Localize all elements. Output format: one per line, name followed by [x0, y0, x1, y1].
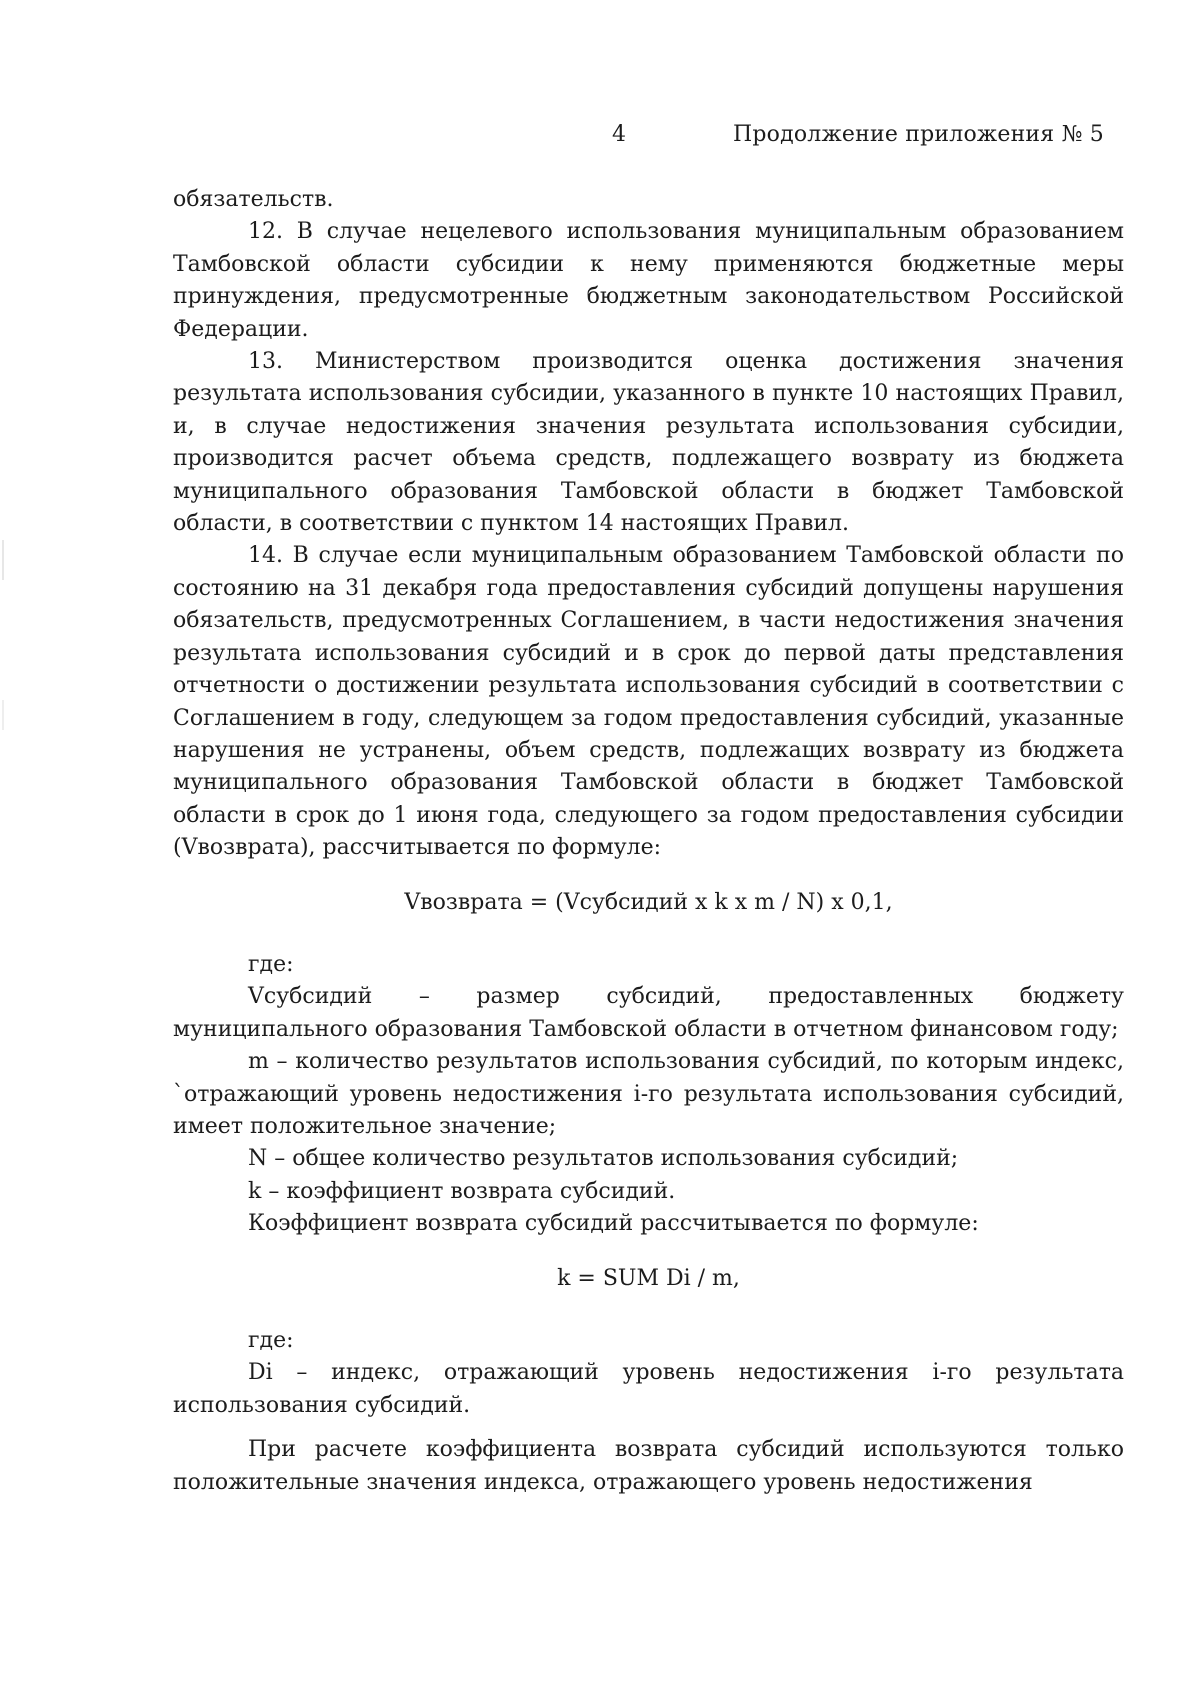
definition-k: k – коэффициент возврата субсидий.	[248, 1178, 676, 1204]
formula-refund-volume: Vвозврата = (Vсубсидий x k x m / N) x 0,1,	[404, 889, 893, 915]
paragraph-positive-values: При расчете коэффициента возврата субсидий используются только положительные значения индекса, отражающего уровень недостижения	[173, 1437, 1124, 1495]
appendix-continuation-title: Продолжение приложения № 5	[733, 122, 1104, 147]
paragraph-continuation: обязательств.	[173, 187, 334, 212]
document-body	[173, 184, 1124, 1499]
definition-vsubsidy: Vсубсидий – размер субсидий, предоставленных бюджету муниципального образования Тамбовской области в отчетном финансовом году;	[173, 984, 1124, 1042]
paragraph-12: 12. В случае нецелевого использования муниципальным образованием Тамбовской области субсидии к нему применяются бюджетные меры принуждения, предусмотренные бюджетным законодательством Российской Федерации.	[173, 219, 1124, 342]
definition-m: m – количество результатов использования субсидий, по которым индекс, `отражающий уровень недостижения i-го результата использования субсидий, имеет положительное значение;	[173, 1049, 1124, 1139]
scan-mark	[2, 700, 4, 730]
paragraph-13: 13. Министерством производится оценка достижения значения результата использования субсидии, указанного в пункте 10 настоящих Правил, и, в случае недостижения значения результата использования субсидии, производится расчет объема средств, подлежащего возврату из бюджета муниципального образования Тамбовской области в бюджет Тамбовской области, в соответствии с пунктом 14 настоящих Правил.	[173, 349, 1124, 537]
paragraph-gap	[173, 1422, 1124, 1434]
definition-n: N – общее количество результатов использования субсидий;	[248, 1146, 959, 1172]
where-label-2: где:	[248, 1328, 294, 1353]
formula-coefficient: k = SUM Di / m,	[557, 1265, 740, 1291]
scan-mark	[2, 540, 4, 580]
where-label-1: где:	[248, 951, 294, 977]
coefficient-intro: Коэффициент возврата субсидий рассчитывается по формуле:	[248, 1211, 979, 1237]
paragraph-14: 14. В случае если муниципальным образованием Тамбовской области по состоянию на 31 декабря года предоставления субсидий допущены нарушения обязательств, предусмотренных Соглашением, в части недостижения значения результата использования субсидий и в срок до первой даты представления отчетности о достижении результата использования субсидий в соответствии с Соглашением в году, следующем за годом предоставления субсидий, указанные нарушения не устранены, объем средств, подлежащих возврату из бюджета муниципального образования Тамбовской области в бюджет Тамбовской области в срок до 1 июня года, следующего за годом предоставления субсидии (Vвозврата), рассчитывается по формуле:	[173, 543, 1124, 861]
definition-di: Di – индекс, отражающий уровень недостижения i-го результата использования субсидий.	[173, 1360, 1124, 1418]
page-header	[0, 122, 1200, 158]
page-number: 4	[612, 122, 626, 147]
